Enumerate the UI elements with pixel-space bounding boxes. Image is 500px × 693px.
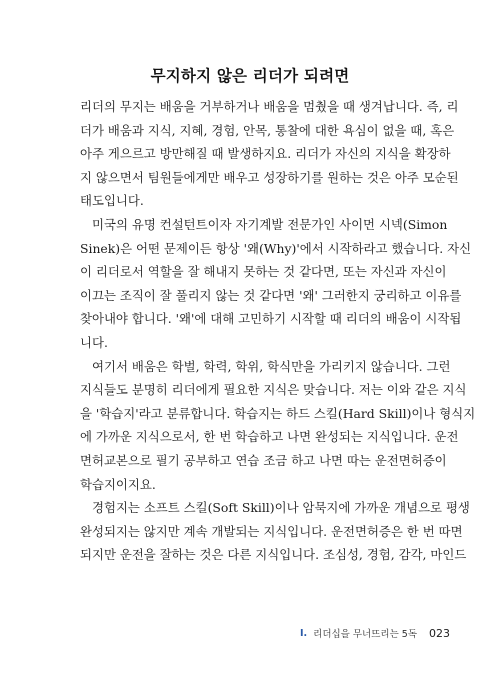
footer-book-part: 리더십을 무너뜨리는 5독 [313, 629, 417, 640]
text-line: 찾아내야 합니다. '왜'에 대해 고민하기 시작할 때 리더의 배움이 시작됩 [80, 311, 462, 327]
footer-section-number: I. [299, 627, 308, 639]
paragraph [80, 355, 476, 497]
paragraph [80, 95, 459, 213]
paragraph [80, 496, 470, 567]
text-line: 을 '학습지'라고 분류합니다. 학습지는 하드 스킬(Hard Skill)이나 형식지 [80, 405, 476, 421]
text-line: 학습지이지요. [80, 476, 156, 492]
text-line: 태도입니다. [80, 193, 144, 209]
text-line: 니다. [80, 334, 108, 350]
text-line: 면허교본으로 필기 공부하고 연습 조금 하고 나면 따는 운전면허증이 [80, 452, 447, 468]
text-line: 경험지는 소프트 스킬(Soft Skill)이나 암묵지에 가까운 개념으로 평생 [92, 500, 470, 516]
chapter-title: 무지하지 않은 리더가 되려면 [150, 67, 350, 85]
text-line: 되지만 운전을 잘하는 것은 다른 지식입니다. 조심성, 경험, 감각, 마인드 [80, 547, 467, 563]
page-number: 023 [429, 626, 450, 640]
page-footer [300, 626, 450, 640]
text-line: 지식들도 분명히 리더에게 필요한 지식은 맞습니다. 저는 이와 같은 지식 [80, 382, 467, 398]
text-line: Sinek)은 어떤 문제이든 항상 '왜(Why)'에서 시작하라고 했습니다. 자신 [80, 240, 472, 256]
text-line: 미국의 유명 컨설턴트이자 자기계발 전문가인 사이먼 시넥(Simon [92, 216, 448, 232]
text-line: 리더의 무지는 배움을 거부하거나 배움을 멈췄을 때 생겨납니다. 즉, 리 [80, 99, 459, 114]
body-text [80, 95, 476, 567]
text-line: 아주 게으르고 방만해질 때 발생하지요. 리더가 자신의 지식을 확장하 [80, 146, 451, 162]
text-line: 이끄는 조직이 잘 풀리지 않는 것 같다면 '왜' 그러한지 궁리하고 이유를 [80, 287, 462, 303]
text-line: 더가 배움과 지식, 지혜, 경험, 안목, 통찰에 대한 욕심이 없을 때, 혹은 [80, 122, 455, 138]
text-line: 에 가까운 지식으로서, 한 번 학습하고 나면 완성되는 지식입니다. 운전 [80, 429, 459, 445]
text-line: 여기서 배움은 학벌, 학력, 학위, 학식만을 가리키지 않습니다. 그런 [92, 358, 451, 374]
text-line: 이 리더로서 역할을 잘 해내지 못하는 것 같다면, 또는 자신과 자신이 [80, 264, 447, 280]
text-line: 완성되지는 않지만 계속 개발되는 지식입니다. 운전면허증은 한 번 따면 [80, 523, 463, 539]
text-line: 지 않으면서 팀원들에게만 배우고 성장하기를 원하는 것은 아주 모순된 [80, 169, 459, 185]
paragraph [80, 213, 472, 355]
